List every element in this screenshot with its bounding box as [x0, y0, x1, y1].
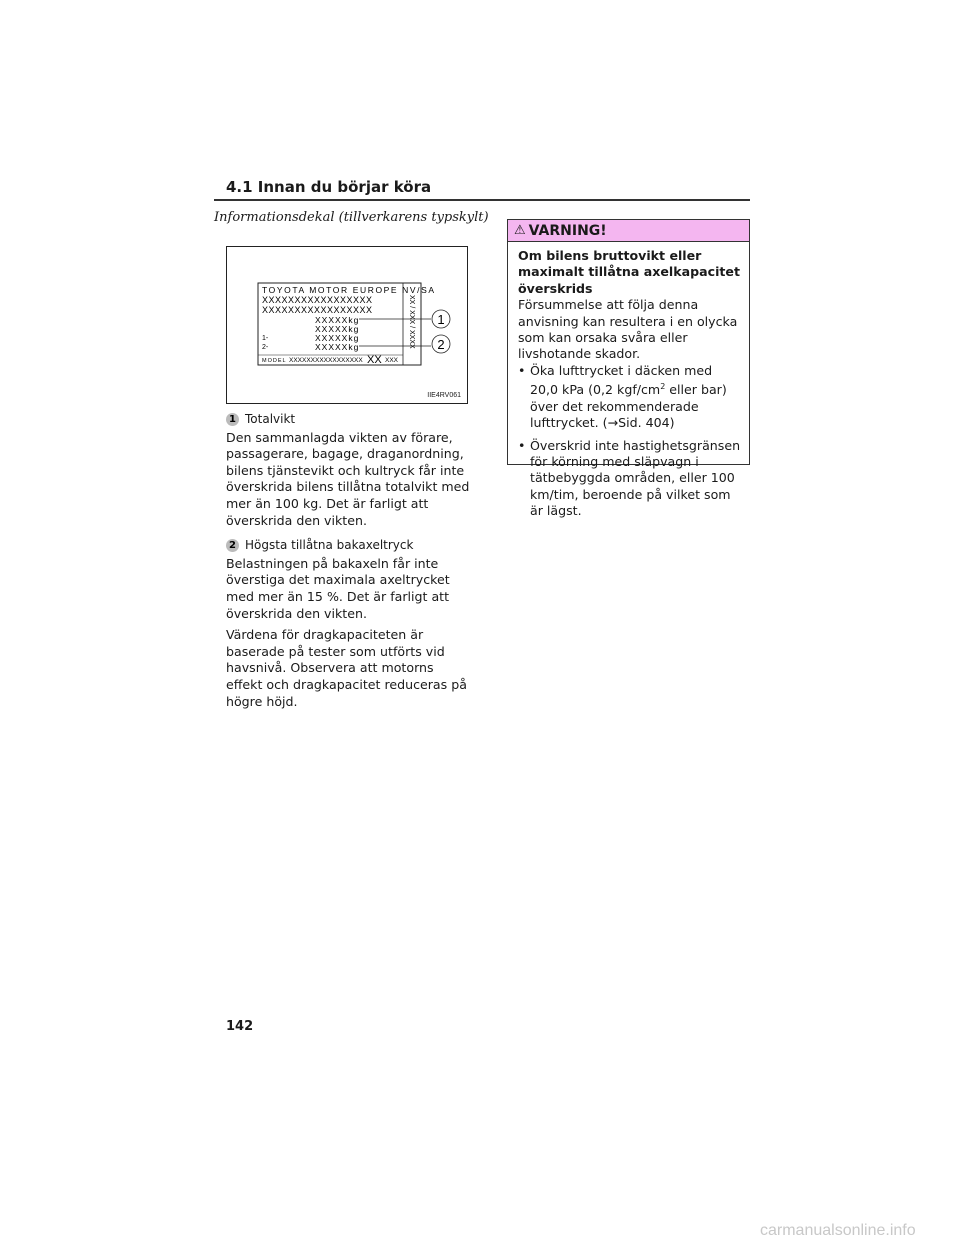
item-2-number-icon: 2 — [226, 539, 239, 552]
superscript: 2 — [660, 382, 666, 392]
item-1-text: Den sammanlagda vikten av förare, passagerare, bagage, draganordning, bilens tjänstevikt och kultryck får inte överskrida bilens tillåtna totalvikt med mer än 100 kg. Det är farligt att överskrida den vikten. — [226, 429, 470, 528]
label-vin-text: XXXXXXXXXXXXXXXXX — [262, 295, 373, 305]
figure-caption: Informationsdekal (tillverkarens typskylt) — [214, 210, 489, 225]
label-side-text: XX / XXX / XXXX — [408, 295, 415, 349]
section-divider — [214, 199, 750, 201]
label-axle1-weight: XXXXXkg — [315, 333, 360, 343]
item-2-text-1: Belastningen på bakaxeln får inte överstiga det maximala axeltrycket med mer än 15 %. Det är farligt att överskrida den vikten. — [226, 555, 450, 621]
item-1-title: Totalvikt — [245, 412, 296, 426]
warning-heading: VARNING! — [528, 222, 607, 239]
label-total-weight: XXXXXkg — [315, 315, 360, 325]
figure-id: IIE4RV061 — [427, 392, 461, 399]
item-1-number-icon: 1 — [226, 413, 239, 426]
label-illustration — [227, 247, 467, 403]
warning-title: Om bilens bruttovikt eller maximalt tillåtna axelkapacitet överskrids — [518, 248, 740, 296]
label-axle1-prefix: 1- — [262, 335, 269, 342]
item-2-text-2: Värdena för dragkapaciteten är baserade på tester som utförts vid havsnivå. Observera att motorns effekt och dragkapacitet reduceras på högre höjd. — [226, 627, 467, 709]
page-number: 142 — [226, 1019, 254, 1034]
left-column — [226, 411, 470, 715]
watermark[interactable]: carmanualsonline.info — [760, 1222, 916, 1239]
callout-1: 1 — [437, 312, 445, 327]
item-2-head — [226, 537, 470, 554]
label-train-weight: XXXXXkg — [315, 324, 360, 334]
warning-triangle-icon: ⚠ — [514, 223, 526, 238]
label-model-value: XXXXXXXXXXXXXXXXX — [289, 357, 363, 364]
label-model-big: XX — [367, 354, 382, 366]
label-approval-text: XXXXXXXXXXXXXXXXX — [262, 305, 373, 315]
warning-bullet-2: • Överskrid inte hastighetsgränsen för körning med släpvagn i tätbebyggda områden, eller 100 km/tim, beroende på vilket som är lägst. — [518, 438, 742, 520]
warning-body — [508, 242, 749, 520]
section-title: 4.1 Innan du börjar köra — [226, 178, 432, 196]
label-model-title: MODEL — [262, 358, 287, 364]
item-1-head — [226, 411, 470, 428]
callout-2: 2 — [437, 337, 445, 352]
warning-header — [508, 220, 749, 242]
item-2-title: Högsta tillåtna bakaxeltryck — [245, 538, 414, 553]
label-axle2-prefix: 2- — [262, 344, 269, 351]
label-model-small: XXX — [385, 357, 399, 364]
warning-bullet-1: • Öka lufttrycket i däcken med 20,0 kPa (0,2 kgf/$cm^2$ eller bar) över det rekommenderade lufttrycket. (→Sid. 404) — [518, 363, 742, 432]
warning-box — [507, 219, 750, 519]
label-figure — [226, 246, 468, 404]
warning-intro: Försummelse att följa denna anvisning kan resultera i en olycka som kan orsaka svåra eller livshotande skador. — [518, 297, 738, 362]
label-axle2-weight: XXXXXkg — [315, 342, 360, 352]
label-maker-text: TOYOTA MOTOR EUROPE NV/SA — [262, 285, 436, 295]
